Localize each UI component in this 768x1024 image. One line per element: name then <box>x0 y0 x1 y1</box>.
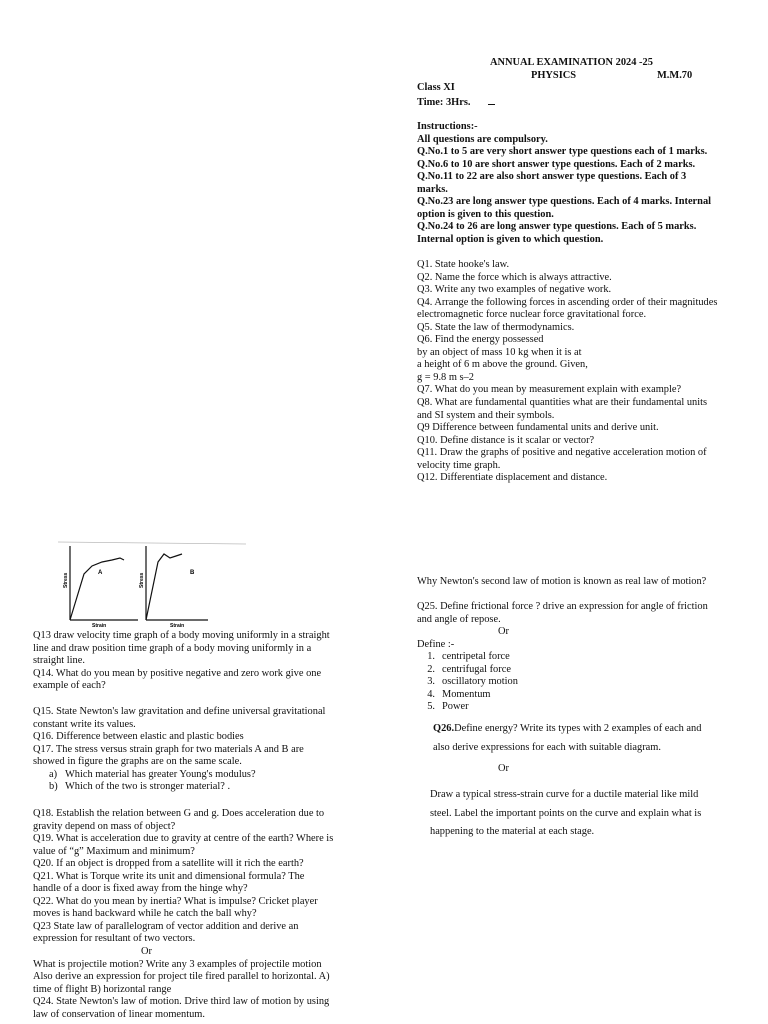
instructions-title: Instructions:- <box>417 121 478 132</box>
q24-alternative <box>417 576 762 589</box>
time-label: Time: 3Hrs. <box>417 96 471 108</box>
define-item-text: centrifugal force <box>442 663 511 675</box>
graph-b-y-label: Stress <box>139 572 145 588</box>
question-line: Q26.Define energy? Write its types with 2 examples of each and <box>433 723 702 734</box>
graph-a <box>63 546 138 629</box>
question-line: happening to the material at each stage. <box>430 826 595 838</box>
graph-a-y-label: Stress <box>63 572 69 588</box>
question-line: Q24. State Newton's law of motion. Drive third law of motion by using <box>33 996 330 1008</box>
define-item: 2. centrifugal force <box>427 663 511 675</box>
sub-marker: b) <box>49 781 58 793</box>
define-list <box>417 651 762 714</box>
question-line: Q9 Difference between fundamental units and derive unit. <box>417 422 659 434</box>
question-line: Q16. Difference between elastic and plastic bodies <box>33 731 244 743</box>
question-line: line and draw position time graph of a body moving uniformly in a <box>33 642 312 654</box>
question-line: gravity depend on mass of object? <box>33 820 176 832</box>
define-item-text: Momentum <box>442 688 491 700</box>
question-line: Q20. If an object is dropped from a satellite will it rich the earth? <box>33 858 304 870</box>
question-line: Also derive an expression for project tile fired parallel to horizontal. A) <box>33 971 330 983</box>
question-line: Q12. Differentiate displacement and distance. <box>417 472 608 484</box>
instruction-line: Q.No.11 to 22 are also short answer type questions. Each of 3 <box>417 171 687 183</box>
figure-top-rule <box>58 542 246 544</box>
question-line: moves is hand backward while he catch the ball why? <box>33 908 257 920</box>
question-q25 <box>417 601 762 714</box>
define-title: Define :- <box>417 638 455 650</box>
graph-a-label: A <box>98 570 103 576</box>
sub-text: Which material has greater Young's modulus? <box>65 768 256 780</box>
sub-text: Which of the two is stronger material? . <box>65 781 231 793</box>
question-line: showed in figure the graphs are on the same scale. <box>33 756 242 768</box>
instruction-line: Internal option is given to which question. <box>417 233 604 245</box>
questions-q18-q23 <box>33 808 383 1021</box>
time-line <box>417 95 727 110</box>
stress-strain-figure <box>58 540 248 630</box>
question-line: Q7. What do you mean by measurement explain with example? <box>417 384 682 396</box>
question-line: Q21. What is Torque write its unit and dimensional formula? The <box>33 870 305 882</box>
question-line: electromagnetic force nuclear force gravitational force. <box>417 309 647 321</box>
question-line: by an object of mass 10 kg when it is at <box>417 346 582 358</box>
q26-number: Q26. <box>433 723 455 734</box>
define-item: 3. oscillatory motion <box>427 676 518 688</box>
instruction-line: All questions are compulsory. <box>417 133 548 145</box>
instruction-line: Q.No.1 to 5 are very short answer type questions each of 1 marks. <box>417 146 708 158</box>
define-item-text: oscillatory motion <box>442 676 518 688</box>
question-q26 <box>433 720 733 757</box>
question-line: Q23 State law of parallelogram of vector addition and derive an <box>33 920 299 932</box>
graph-a-curve <box>70 558 124 620</box>
question-line: velocity time graph. <box>417 459 501 471</box>
instruction-line: Q.No.6 to 10 are short answer type questions. Each of 2 marks. <box>417 158 696 170</box>
or-divider: Or <box>141 946 152 958</box>
question-line: Q1. State hooke's law. <box>417 259 510 270</box>
sub-marker: a) <box>49 768 58 780</box>
question-line: Q19. What is acceleration due to gravity at centre of the earth? Where is <box>33 833 334 845</box>
question-line: straight line. <box>33 655 85 667</box>
question-line: Q5. State the law of thermodynamics. <box>417 321 575 333</box>
graph-b-curve <box>146 554 182 620</box>
question-line: Q18. Establish the relation between G and g. Does acceleration due to <box>33 808 325 819</box>
questions-q1-q12 <box>417 259 762 485</box>
question-line: example of each? <box>33 680 106 692</box>
question-line: value of “g” Maximum and minimum? <box>33 845 195 857</box>
graph-a-x-label: Strain <box>92 623 107 629</box>
question-line: Q4. Arrange the following forces in ascending order of their magnitudes <box>417 296 718 308</box>
question-line: Q10. Define distance is it scalar or vector? <box>417 434 595 446</box>
question-line: What is projectile motion? Write any 3 examples of projectile motion <box>33 958 322 970</box>
define-item: 5. Power <box>427 701 469 713</box>
question-line: also derive expressions for each with suitable diagram. <box>433 741 661 753</box>
subject: PHYSICS <box>531 69 577 81</box>
instruction-line: Q.No.23 are long answer type questions. Each of 4 marks. Internal <box>417 196 712 208</box>
question-line: Q25. Define frictional force ? drive an expression for angle of friction <box>417 601 708 612</box>
question-line: Q13 draw velocity time graph of a body moving uniformly in a straight <box>33 630 330 641</box>
sub-question <box>33 781 383 794</box>
question-line: expression for resultant of two vectors. <box>33 933 196 945</box>
graph-b <box>139 546 208 629</box>
exam-title: ANNUAL EXAMINATION 2024 -25 <box>490 57 653 68</box>
question-line: Q6. Find the energy possessed <box>417 334 544 346</box>
instruction-line: Q.No.24 to 26 are long answer type questions. Each of 5 marks. <box>417 221 697 233</box>
max-marks: M.M.70 <box>657 69 693 81</box>
define-item: 4. Momentum <box>427 688 491 700</box>
questions-q13-q14 <box>33 630 383 693</box>
question-line: Draw a typical stress-strain curve for a ductile material like mild <box>430 789 699 800</box>
question-line: handle of a door is fixed away from the hinge why? <box>33 883 248 895</box>
question-line: Q15. State Newton's law gravitation and define universal gravitational <box>33 706 326 717</box>
question-line: Q17. The stress versus strain graph for two materials A and B are <box>33 743 304 755</box>
question-line: Q11. Draw the graphs of positive and negative acceleration motion of <box>417 447 707 459</box>
graph-b-x-label: Strain <box>170 623 185 629</box>
question-line: g = 9.8 m s–2 <box>417 371 474 383</box>
instruction-line: option is given to this question. <box>417 208 554 220</box>
class-label: Class XI <box>417 82 455 94</box>
question-line: a height of 6 m above the ground. Given, <box>417 359 588 371</box>
question-line: Q2. Name the force which is always attractive. <box>417 271 612 283</box>
question-line: and SI system and their symbols. <box>417 409 555 421</box>
question-line: time of flight B) horizontal range <box>33 983 172 995</box>
question-line: Why Newton's second law of motion is known as real law of motion? <box>417 576 707 587</box>
question-line: and angle of repose. <box>417 613 501 625</box>
or-divider: Or <box>498 763 509 774</box>
sub-question <box>33 769 383 782</box>
question-line: Q8. What are fundamental quantities what are their fundamental units <box>417 397 708 409</box>
graph-b-label: B <box>190 570 195 576</box>
question-line: Q22. What do you mean by inertia? What is impulse? Cricket player <box>33 895 318 907</box>
or-divider: Or <box>498 626 509 638</box>
question-q26-alternative <box>430 786 730 842</box>
subject-line <box>417 70 727 83</box>
questions-q15-q17 <box>33 706 383 794</box>
define-item-text: Power <box>442 701 469 713</box>
exam-header <box>417 57 727 109</box>
define-item-text: centripetal force <box>442 651 510 663</box>
question-line: Q3. Write any two examples of negative work. <box>417 284 612 296</box>
underscore-mark <box>488 95 495 105</box>
define-item: 1. centripetal force <box>427 651 510 663</box>
question-line: law of conservation of linear momentum. <box>33 1008 205 1020</box>
question-line: constant write its values. <box>33 718 136 730</box>
instruction-line: marks. <box>417 183 448 195</box>
question-line: steel. Label the important points on the curve and explain what is <box>430 807 702 819</box>
question-line: Q14. What do you mean by positive negative and zero work give one <box>33 667 322 679</box>
instructions <box>417 121 747 246</box>
